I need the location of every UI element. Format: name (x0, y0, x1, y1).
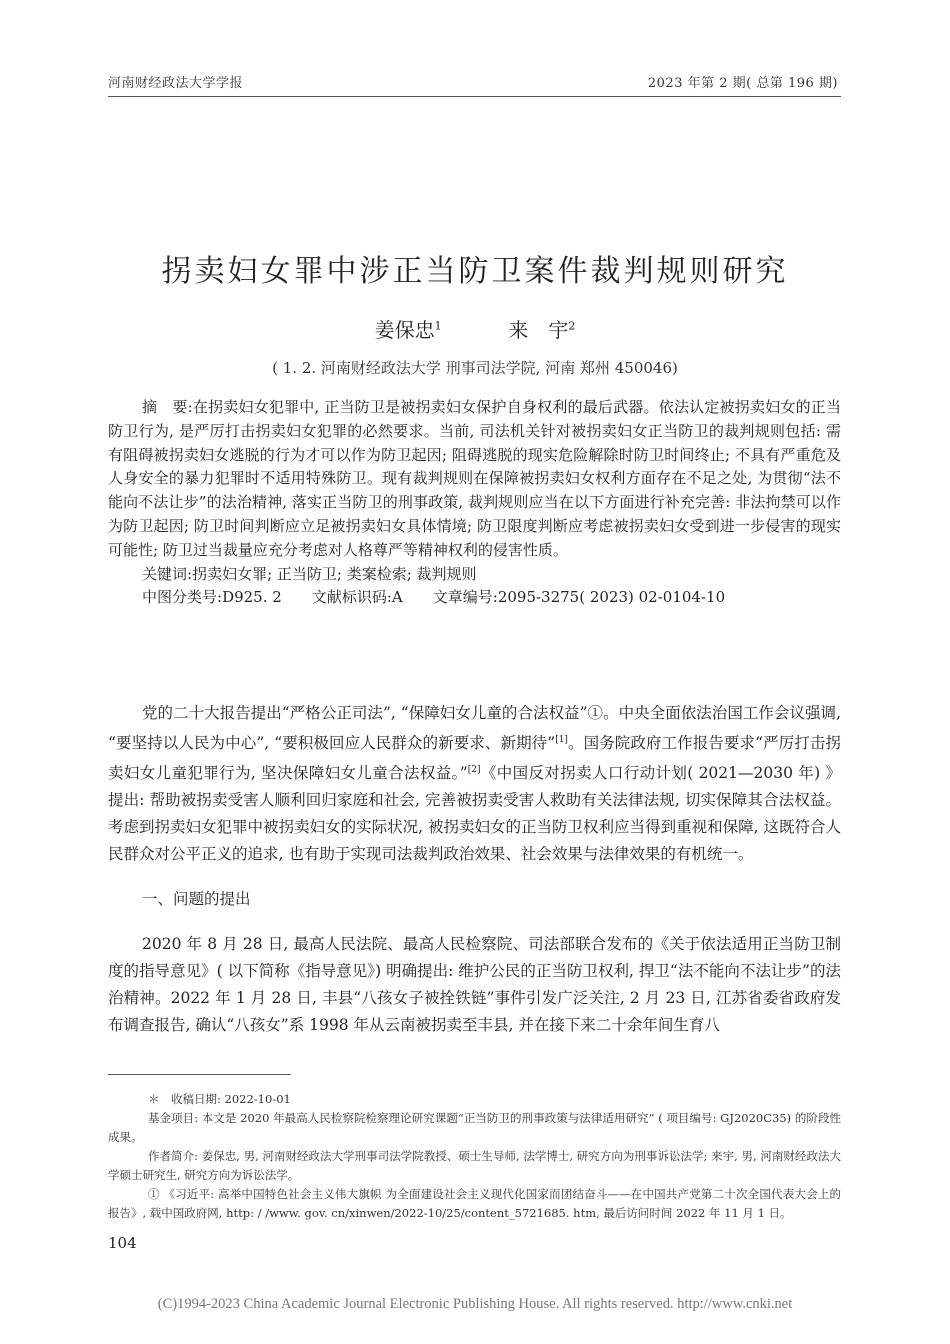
abstract-block (108, 396, 841, 610)
keywords-text: 拐卖妇女罪; 正当防卫; 类案检索; 裁判规则 (192, 564, 477, 583)
footnotes-block (108, 1090, 841, 1223)
abstract-label: 摘 要: (142, 398, 193, 416)
author-affil-mark: 1 (434, 319, 442, 333)
classification-line (108, 586, 841, 610)
footnote-1: ① 《习近平: 高举中国特色社会主义伟大旗帜 为全面建设社会主义现代化国家而团结奋斗——在中国共产党第二十次全国代表大会上的报告》, 载中国政府网, http: / /www. gov. cn/xinwen/2022-10/25/content_5721685. htm, 最后访问时间 2022 年 11 月 1 日。 (108, 1187, 841, 1220)
article-no-value: 2095-3275( 2023) 02-0104-10 (497, 588, 726, 607)
body-text (108, 700, 841, 1039)
abstract-paragraph (108, 396, 841, 563)
footnote-received: ＊ 收稿日期: 2022-10-01 (148, 1092, 291, 1106)
clc-value: D925. 2 (222, 588, 282, 607)
keywords-line (108, 563, 841, 587)
clc-label: 中图分类号: (142, 588, 223, 607)
body-text-run: 。国务院政府工作报告要求“严厉打击拐卖妇女儿童犯罪行为, 坚决保障妇女儿童合法权益。” (108, 734, 841, 783)
body-paragraph: 2020 年 8 月 28 日, 最高人民法院、最高人民检察院、司法部联合发布的《关于依法适用正当防卫制度的指导意见》( 以下简称《指导意见》) 明确提出: 维护公民的正当防卫权利, 捍卫“法不能向不法让步”的法治精神。2022 年 1 月 28 日, 丰县“八孩女子被拴铁链”事件引发广泛关注, 2 月 23 日, 江苏省委省政府发布调查报告, 确认“八孩女”系 1998 年从云南被拐卖至丰县, 并在接下来二十余年间生育八 (108, 935, 841, 1035)
article-title: 拐卖妇女罪中涉正当防卫案件裁判规则研究 (161, 254, 789, 289)
footnote-rule (108, 1074, 291, 1075)
running-header-journal: 河南财经政法大学学报 (108, 76, 244, 91)
author-name: 姜保忠 (374, 318, 435, 342)
body-text-run: 《中国反对拐卖人口行动计划( 2021—2030 年) 》提出: 帮助被拐卖受害人顺利回归家庭和社会, 完善被拐卖受害人救助有关法律法规, 切实保障其合法权益。考虑到拐卖妇女犯罪中被拐卖妇女的实际状况, 被拐卖妇女的正当防卫权利应当得到重视和保障, 这既符合人民群众对公平正义的追求, 也有助于实现司法裁判政治效果、社会效果与法律效果的有机统一。 (108, 764, 841, 864)
running-header-issue: 2023 年第 2 期( 总第 196 期) (647, 76, 838, 91)
citation-mark: [1] (555, 735, 568, 745)
header-rule (108, 96, 841, 97)
article-no-label: 文章编号: (432, 588, 498, 607)
abstract-text: 在拐卖妇女犯罪中, 正当防卫是被拐卖妇女保护自身权利的最后武器。依法认定被拐卖妇女的正当防卫行为, 是严厉打击拐卖妇女犯罪的必然要求。当前, 司法机关针对被拐卖妇女正当防卫的裁判规则包括: 需有阻碍被拐卖妇女逃脱的行为才可以作为防卫起因; 阻碍逃脱的现实危险解除时防卫时间终止; 不具有严重危及人身安全的暴力犯罪时不适用特殊防卫。现有裁判规则在保障被拐卖妇女权利方面存在不足之处, 为贯彻“法不能向不法让步”的法治精神, 落实正当防卫的刑事政策, 裁判规则应当在以下方面进行补充完善: 非法拘禁可以作为防卫起因; 防卫时间判断应立足被拐卖妇女具体情境; 防卫限度判断应考虑被拐卖妇女受到进一步侵害的现实可能性; 防卫过当裁量应充分考虑对人格尊严等精神权利的侵害性质。 (108, 398, 841, 559)
doc-code-value: A (391, 588, 403, 607)
body-text-run: 党的二十大报告提出“严格公正司法”, “保障妇女儿童的合法权益”①。中央全面依法治国工作会议强调, “要坚持以人民为中心”, “要积极回应人民群众的新要求、新期待” (108, 704, 841, 753)
author-affil-mark: 2 (568, 319, 576, 333)
author-line (0, 314, 950, 343)
doc-code-label: 文献标识码: (311, 588, 392, 607)
author-name: 来 宇 (508, 318, 569, 342)
section-heading: 一、问题的提出 (142, 890, 251, 909)
body-paragraph (108, 700, 841, 868)
page-number: 104 (108, 1234, 137, 1252)
footnote-fund: 基金项目: 本文是 2020 年最高人民检察院检察理论研究课题“正当防卫的刑事政策与法律适用研究” ( 项目编号: GJ2020C35) 的阶段性成果。 (108, 1111, 841, 1144)
copyright-line: (C)1994-2023 China Academic Journal Electronic Publishing House. All rights reserved. http://www.cnki.net (157, 1296, 793, 1312)
footnote-bio: 作者简介: 姜保忠, 男, 河南财经政法大学刑事司法学院教授、硕士生导师, 法学博士, 研究方向为刑事诉讼法学; 来宇, 男, 河南财经政法大学硕士研究生, 研究方向为诉讼法学。 (108, 1149, 841, 1182)
citation-mark: [2] (467, 765, 481, 776)
keywords-label: 关键词: (142, 564, 193, 583)
affiliation: ( 1. 2. 河南财经政法大学 刑事司法学院, 河南 郑州 450046) (272, 359, 678, 377)
